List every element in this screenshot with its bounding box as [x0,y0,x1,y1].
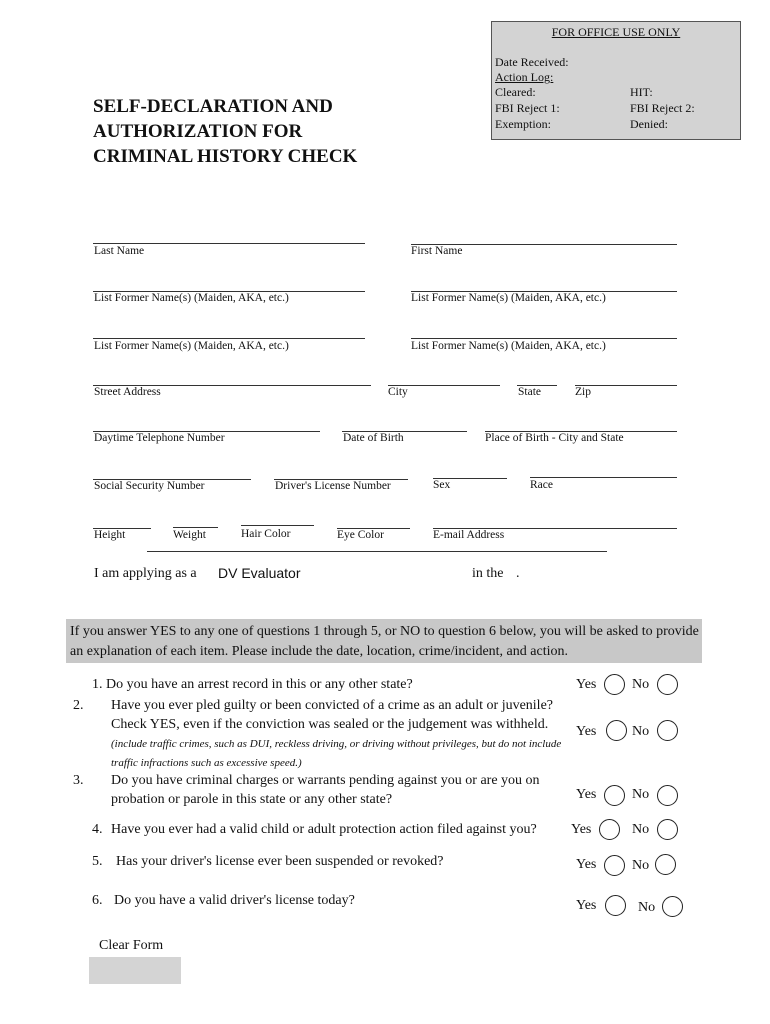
question-6-yes-radio[interactable] [605,895,626,916]
question-6-no-label: No [638,900,656,915]
form-title-line-2: AUTHORIZATION FOR [93,121,303,142]
in-the-label: in the [472,566,504,581]
question-3-yes-label: Yes [576,787,597,802]
race-label: Race [530,479,553,491]
question-5-text: Has your driver's license ever been suspended or revoked? [116,854,444,869]
question-6 [92,891,355,910]
question-6-yes-label: Yes [576,898,597,913]
weight-field[interactable] [173,527,218,528]
question-1-yes-label: Yes [576,677,597,692]
question-4 [92,820,537,839]
phone-label: Daytime Telephone Number [94,432,225,444]
first-name-label: First Name [411,245,463,257]
question-5 [92,852,444,871]
cleared-label: Cleared: [495,85,536,99]
drivers-license-label: Driver's License Number [275,480,391,492]
question-2-yes-label: Yes [576,724,597,739]
question-1-number: 1. [92,677,103,692]
question-3 [73,771,562,809]
question-1-no-radio[interactable] [657,674,678,695]
question-3-text: Do you have criminal charges or warrants pending against you or are you on probation or parole in this state or any other state? [111,773,540,807]
instructions-banner: If you answer YES to any one of questions 1 through 5, or NO to question 6 below, you will be asked to provide an explanation of each item. Please include the date, location, crime/incident, and action. [66,619,702,663]
question-4-no-label: No [632,822,650,837]
question-4-text: Have you ever had a valid child or adult protection action filed against you? [111,822,537,837]
question-4-yes-radio[interactable] [599,819,620,840]
form-title-line-1: SELF-DECLARATION AND [93,96,333,117]
former-name-field-4[interactable] [411,338,677,339]
question-5-no-label: No [632,858,650,873]
former-name-label-3: List Former Name(s) (Maiden, AKA, etc.) [94,340,289,352]
question-2-note: (include traffic crimes, such as DUI, reckless driving, or driving without privileges, but do not include traffic infractions such as excessive speed.) [111,738,562,769]
action-log-label: Action Log: [495,70,554,84]
city-label: City [388,386,408,398]
exemption-label: Exemption: [495,117,551,131]
question-3-no-label: No [632,787,650,802]
question-5-no-radio[interactable] [655,854,676,875]
email-label: E-mail Address [433,529,505,541]
applying-role-field[interactable]: DV Evaluator [218,565,301,581]
question-6-text: Do you have a valid driver's license today? [114,893,355,908]
question-5-number: 5. [92,854,103,869]
last-name-label: Last Name [94,245,145,257]
dob-label: Date of Birth [343,432,404,444]
office-use-box [491,21,741,140]
question-1-yes-radio[interactable] [604,674,625,695]
question-2-no-radio[interactable] [657,720,678,741]
hair-color-field[interactable] [241,525,314,526]
fbi-reject-1-label: FBI Reject 1: [495,101,560,115]
sex-label: Sex [433,479,451,491]
question-2-yes-radio[interactable] [606,720,627,741]
question-3-no-radio[interactable] [657,785,678,806]
street-address-label: Street Address [94,386,161,398]
question-2-no-label: No [632,724,650,739]
question-3-yes-radio[interactable] [604,785,625,806]
state-label: State [518,386,541,398]
last-name-field[interactable] [93,243,365,244]
clear-form-button[interactable] [89,957,181,984]
height-label: Height [94,529,126,541]
form-title-line-3: CRIMINAL HISTORY CHECK [93,146,358,167]
former-name-label-2: List Former Name(s) (Maiden, AKA, etc.) [411,292,606,304]
apply-separator-line [147,551,607,552]
former-name-label-1: List Former Name(s) (Maiden, AKA, etc.) [94,292,289,304]
question-1-no-label: No [632,677,650,692]
date-received-label: Date Received: [495,55,569,69]
birthplace-label: Place of Birth - City and State [485,432,624,444]
question-5-yes-radio[interactable] [604,855,625,876]
question-6-number: 6. [92,893,103,908]
eye-color-label: Eye Color [337,529,384,541]
question-2-text: Have you ever pled guilty or been convicted of a crime as an adult or juvenile? Check YES, even if the conviction was sealed or the judgement was withheld. [111,698,553,732]
weight-label: Weight [173,529,206,541]
former-name-label-4: List Former Name(s) (Maiden, AKA, etc.) [411,340,606,352]
ssn-label: Social Security Number [94,480,205,492]
former-name-field-3[interactable] [93,338,365,339]
hit-label: HIT: [630,85,653,99]
question-4-yes-label: Yes [571,822,592,837]
form-title [93,94,357,169]
denied-label: Denied: [630,117,668,131]
question-2-number: 2. [73,698,84,713]
question-1-text: Do you have an arrest record in this or any other state? [106,677,413,692]
fbi-reject-2-label: FBI Reject 2: [630,101,695,115]
clear-form-label: Clear Form [99,938,164,953]
applying-as-prefix: I am applying as a [94,566,197,581]
question-4-number: 4. [92,822,103,837]
question-1 [92,675,562,694]
question-6-no-radio[interactable] [662,896,683,917]
zip-label: Zip [575,386,591,398]
question-4-no-radio[interactable] [657,819,678,840]
race-field[interactable] [530,477,677,478]
question-3-number: 3. [73,773,84,788]
office-use-title: FOR OFFICE USE ONLY [551,25,681,39]
question-5-yes-label: Yes [576,857,597,872]
question-2 [73,696,562,772]
in-the-period: . [516,566,520,581]
hair-color-label: Hair Color [241,528,291,540]
